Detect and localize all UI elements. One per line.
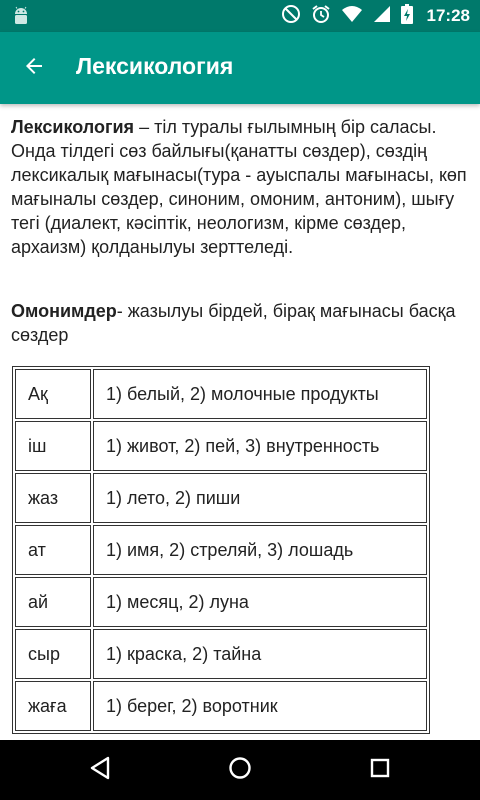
- article-content[interactable]: [0, 104, 480, 740]
- table-row: [15, 681, 427, 731]
- page-title: Лексикология: [76, 53, 234, 79]
- table-cell-word: ат: [15, 525, 91, 575]
- table-row: [15, 525, 427, 575]
- signal-icon: [373, 5, 391, 28]
- wifi-icon: [341, 5, 363, 28]
- do-not-disturb-icon: [281, 4, 301, 29]
- status-time: 17:28: [426, 6, 470, 25]
- table-cell-meaning: 1) месяц, 2) луна: [93, 577, 427, 627]
- nav-back-button[interactable]: [86, 756, 114, 784]
- table-cell-meaning: 1) имя, 2) стреляй, 3) лошадь: [93, 525, 427, 575]
- navigation-bar: [0, 740, 480, 800]
- android-icon: [12, 6, 30, 31]
- homonyms-definition: - жазылуы бірдей, бірақ мағынасы басқа сөздер: [11, 301, 456, 345]
- app-bar: [0, 32, 480, 104]
- table-cell-word: жаға: [15, 681, 91, 731]
- status-bar: [0, 0, 480, 32]
- back-button[interactable]: [18, 52, 50, 84]
- homonyms-paragraph: [11, 299, 471, 347]
- table-row: [15, 369, 427, 419]
- table-cell-meaning: 1) живот, 2) пей, 3) внутренность: [93, 421, 427, 471]
- lexicology-term: Лексикология: [11, 117, 135, 137]
- homonyms-table: [12, 366, 430, 734]
- lexicology-paragraph: [11, 115, 471, 259]
- table-row: [15, 577, 427, 627]
- lexicology-definition: – тіл туралы ғылымның бір саласы. Онда тілдегі сөз байлығы(қанатты сөздер), сөздің лексикалық мағынасы(тура - ауыспалы мағынасы, көп мағыналы сөздер, синоним, омоним, антоним), шығу тегі (диалект, кәсіптік, неологизм, кірме сөздер, архаизм) қолданылуы зерттеледі.: [11, 117, 467, 257]
- nav-back-icon: [88, 755, 112, 786]
- nav-recent-button[interactable]: [366, 756, 394, 784]
- nav-home-icon: [227, 755, 253, 786]
- alarm-icon: [311, 4, 331, 29]
- battery-icon: [401, 4, 413, 29]
- table-cell-meaning: 1) белый, 2) молочные продукты: [93, 369, 427, 419]
- arrow-back-icon: [22, 54, 46, 83]
- homonyms-table-wrap: [12, 366, 430, 734]
- table-cell-word: жаз: [15, 473, 91, 523]
- homonyms-term: Омонимдер: [11, 301, 117, 321]
- table-cell-meaning: 1) берег, 2) воротник: [93, 681, 427, 731]
- table-cell-meaning: 1) краска, 2) тайна: [93, 629, 427, 679]
- nav-home-button[interactable]: [226, 756, 254, 784]
- table-cell-word: Ақ: [15, 369, 91, 419]
- table-cell-word: ай: [15, 577, 91, 627]
- table-row: [15, 629, 427, 679]
- nav-recent-icon: [368, 756, 392, 785]
- table-cell-word: сыр: [15, 629, 91, 679]
- table-row: [15, 421, 427, 471]
- table-row: [15, 473, 427, 523]
- table-cell-word: іш: [15, 421, 91, 471]
- table-cell-meaning: 1) лето, 2) пиши: [93, 473, 427, 523]
